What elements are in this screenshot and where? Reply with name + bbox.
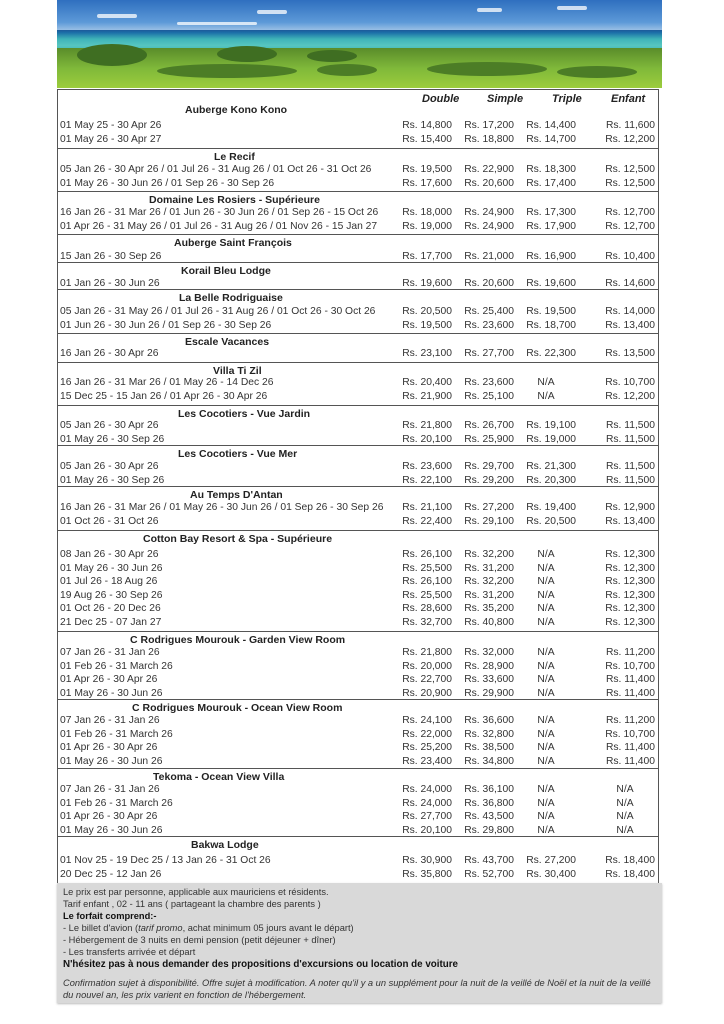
period: 15 Dec 25 - 15 Jan 26 / 01 Apr 26 - 30 Apr 26: [60, 390, 268, 402]
bush: [427, 62, 547, 76]
price-enfant: Rs. 11,400: [605, 687, 655, 699]
price-simple: Rs. 36,600: [464, 715, 514, 726]
cloud: [557, 6, 587, 10]
price-triple: N/A: [537, 811, 555, 823]
price-enfant: Rs. 12,200: [605, 133, 655, 145]
price-double: Rs. 19,600: [402, 278, 452, 289]
rate-row: [58, 868, 658, 882]
price-enfant: Rs. 11,500: [605, 474, 655, 486]
hotel-name: Les Cocotiers - Vue Jardin: [178, 408, 311, 420]
rate-row: [58, 783, 658, 797]
rate-row: [58, 319, 658, 333]
period: 01 Feb 26 - 31 March 26: [60, 797, 173, 809]
price-simple: Rs. 40,800: [464, 617, 514, 628]
rate-row: [58, 810, 658, 824]
price-enfant: Rs. 10,400: [605, 251, 655, 262]
price-simple: Rs. 21,000: [464, 251, 514, 262]
price-double: Rs. 25,500: [402, 562, 452, 574]
period: 01 Apr 26 - 30 Apr 26: [60, 811, 158, 823]
price-simple: Rs. 24,900: [464, 220, 514, 232]
price-double: Rs. 25,500: [402, 589, 452, 601]
price-double: Rs. 24,000: [402, 784, 452, 795]
price-triple: Rs. 27,200: [526, 855, 576, 866]
price-simple: Rs. 52,700: [464, 868, 514, 880]
price-double: Rs. 23,600: [402, 461, 452, 472]
price-simple: Rs. 29,100: [464, 515, 514, 527]
hotel-section: [58, 405, 658, 445]
price-double: Rs. 19,000: [402, 220, 452, 232]
cloud: [477, 8, 502, 12]
price-simple: Rs. 28,900: [464, 660, 514, 672]
rate-row: [58, 797, 658, 811]
hotel-name: Les Cocotiers - Vue Mer: [178, 448, 298, 460]
price-simple: Rs. 34,800: [464, 755, 514, 767]
period: 07 Jan 26 - 31 Jan 26: [60, 715, 160, 726]
price-double: Rs. 35,800: [402, 868, 452, 880]
hotel-name: Tekoma - Ocean View Villa: [153, 771, 285, 783]
price-simple: Rs. 20,600: [464, 278, 514, 289]
price-double: Rs. 27,700: [402, 811, 452, 823]
period: 01 Nov 25 - 19 Dec 25 / 13 Jan 26 - 31 Oct 26: [60, 855, 271, 866]
price-triple: Rs. 19,500: [526, 306, 576, 317]
rate-row: [58, 562, 658, 576]
price-enfant: Rs. 11,400: [605, 755, 655, 767]
price-triple: Rs. 18,700: [526, 319, 576, 331]
price-triple: Rs. 19,400: [526, 502, 576, 513]
price-triple: Rs. 17,400: [526, 177, 576, 189]
sky: [57, 0, 662, 32]
period: 16 Jan 26 - 30 Apr 26: [60, 348, 159, 359]
price-simple: Rs. 36,800: [464, 797, 514, 809]
price-triple: N/A: [537, 824, 555, 836]
rate-row: [58, 646, 658, 660]
rate-row: [58, 220, 658, 234]
period: 16 Jan 26 - 31 Mar 26 / 01 May 26 - 30 Jun 26 / 01 Sep 26 - 30 Sep 26: [60, 502, 384, 513]
price-simple: Rs. 25,400: [464, 306, 514, 317]
text: tarif promo: [138, 923, 183, 933]
cloud: [177, 22, 257, 25]
price-double: Rs. 19,500: [402, 319, 452, 331]
price-enfant: Rs. 14,000: [605, 306, 655, 317]
price-triple: N/A: [537, 687, 555, 699]
price-double: Rs. 22,400: [402, 515, 452, 527]
price-triple: Rs. 19,100: [526, 420, 576, 431]
rate-row: [58, 589, 658, 603]
rate-row: [58, 728, 658, 742]
price-simple: Rs. 27,700: [464, 348, 514, 359]
price-simple: Rs. 32,800: [464, 728, 514, 740]
period: 07 Jan 26 - 31 Jan 26: [60, 784, 160, 795]
price-enfant: Rs. 10,700: [605, 660, 655, 672]
bush: [217, 46, 277, 62]
price-triple: N/A: [537, 647, 555, 658]
price-double: Rs. 14,800: [402, 120, 452, 131]
hotel-section: [58, 836, 658, 880]
price-triple: N/A: [537, 784, 555, 795]
price-triple: Rs. 19,600: [526, 278, 576, 289]
price-enfant: Rs. 13,400: [605, 515, 655, 527]
period: 16 Jan 26 - 31 Mar 26 / 01 Jun 26 - 30 Jun 26 / 01 Sep 26 - 15 Oct 26: [60, 207, 379, 218]
rate-row: [58, 741, 658, 755]
price-double: Rs. 20,000: [402, 660, 452, 672]
rate-row: [58, 854, 658, 868]
price-double: Rs. 20,900: [402, 687, 452, 699]
period: 15 Jan 26 - 30 Sep 26: [60, 251, 162, 262]
price-triple: N/A: [537, 549, 555, 560]
bush: [157, 64, 297, 78]
price-simple: Rs. 33,600: [464, 674, 514, 686]
period: 01 Apr 26 - 30 Apr 26: [60, 742, 158, 754]
period: 01 Apr 26 - 31 May 26 / 01 Jul 26 - 31 Aug 26 / 01 Nov 26 - 15 Jan 27: [60, 220, 378, 232]
price-double: Rs. 22,000: [402, 728, 452, 740]
price-enfant: Rs. 12,200: [605, 390, 655, 402]
price-triple: N/A: [537, 390, 555, 402]
price-double: Rs. 26,100: [402, 576, 452, 588]
period: 01 May 26 - 30 Sep 26: [60, 474, 165, 486]
price-triple: N/A: [537, 660, 555, 672]
price-triple: N/A: [537, 715, 555, 726]
price-double: Rs. 15,400: [402, 133, 452, 145]
rate-row: [58, 390, 658, 404]
bush: [77, 44, 147, 66]
price-simple: Rs. 23,600: [464, 377, 514, 388]
price-double: Rs. 26,100: [402, 549, 452, 560]
hotel-section: [58, 262, 658, 289]
price-double: Rs. 21,800: [402, 420, 452, 431]
notes-package-flight: [63, 923, 354, 933]
hotel-name: Au Temps D'Antan: [190, 489, 283, 501]
hotel-section: [58, 234, 658, 262]
rate-row: [58, 460, 658, 474]
column-header-double: Double: [422, 93, 460, 105]
price-enfant: Rs. 12,700: [605, 220, 655, 232]
period: 01 May 26 - 30 Jun 26: [60, 562, 163, 574]
price-simple: Rs. 38,500: [464, 742, 514, 754]
price-double: Rs. 20,100: [402, 824, 452, 836]
price-simple: Rs. 18,800: [464, 133, 514, 145]
price-simple: Rs. 31,200: [464, 562, 514, 574]
price-triple: N/A: [537, 377, 555, 388]
period: 05 Jan 26 - 30 Apr 26 / 01 Jul 26 - 31 Aug 26 / 01 Oct 26 - 31 Oct 26: [60, 164, 372, 175]
price-simple: Rs. 31,200: [464, 589, 514, 601]
hotel-name: Bakwa Lodge: [191, 839, 259, 851]
price-enfant: Rs. 11,500: [605, 461, 655, 472]
hotel-name: Escale Vacances: [185, 336, 270, 348]
period: 01 Oct 26 - 31 Oct 26: [60, 515, 159, 527]
price-double: Rs. 24,000: [402, 797, 452, 809]
period: 01 Feb 26 - 31 March 26: [60, 728, 173, 740]
price-table: [57, 89, 659, 884]
cloud: [257, 10, 287, 14]
price-double: Rs. 20,400: [402, 377, 452, 388]
rate-row: [58, 163, 658, 177]
cloud: [97, 14, 137, 18]
notes-package-transfers: - Les transferts arrivée et départ: [63, 947, 196, 957]
price-simple: Rs. 29,800: [464, 824, 514, 836]
rate-row: [58, 501, 658, 515]
price-triple: Rs. 19,000: [526, 433, 576, 445]
price-enfant: Rs. 12,300: [605, 562, 655, 574]
price-double: Rs. 30,900: [402, 855, 452, 866]
price-simple: Rs. 36,100: [464, 784, 514, 795]
hotel-section: [58, 445, 658, 486]
price-simple: Rs. 43,500: [464, 811, 514, 823]
hotel-section: [58, 362, 658, 402]
price-triple: Rs. 14,400: [526, 120, 576, 131]
hotel-name: Auberge Saint François: [174, 237, 292, 249]
price-triple: N/A: [537, 728, 555, 740]
hotel-name: Cotton Bay Resort & Spa - Supérieure: [143, 533, 333, 545]
price-triple: N/A: [537, 589, 555, 601]
period: 16 Jan 26 - 31 Mar 26 / 01 May 26 - 14 Dec 26: [60, 377, 274, 388]
price-double: Rs. 19,500: [402, 164, 452, 175]
price-enfant: Rs. 13,400: [605, 319, 655, 331]
price-double: Rs. 22,100: [402, 474, 452, 486]
price-double: Rs. 20,500: [402, 306, 452, 317]
rate-row: [58, 548, 658, 562]
hotel-name: Domaine Les Rosiers - Supérieure: [149, 194, 320, 206]
hotel-name: Le Recif: [214, 151, 255, 163]
price-simple: Rs. 32,000: [464, 647, 514, 658]
price-enfant: Rs. 11,400: [605, 674, 655, 686]
period: 01 Oct 26 - 20 Dec 26: [60, 603, 161, 615]
price-triple: N/A: [537, 562, 555, 574]
column-header-simple: Simple: [487, 93, 524, 105]
price-simple: Rs. 25,100: [464, 390, 514, 402]
price-enfant: Rs. 18,400: [605, 855, 655, 866]
price-triple: Rs. 30,400: [526, 868, 576, 880]
bush: [317, 64, 377, 76]
price-enfant: Rs. 11,200: [605, 715, 655, 726]
period: 01 Jul 26 - 18 Aug 26: [60, 576, 158, 588]
rate-row: [58, 660, 658, 674]
period: 01 May 26 - 30 Jun 26: [60, 824, 163, 836]
hotel-name: La Belle Rodriguaise: [179, 292, 283, 304]
rate-row: [58, 673, 658, 687]
price-double: Rs. 21,100: [402, 502, 452, 513]
price-enfant: Rs. 12,300: [605, 589, 655, 601]
price-simple: Rs. 29,200: [464, 474, 514, 486]
hotel-name: C Rodrigues Mourouk - Garden View Room: [130, 634, 346, 646]
period: 19 Aug 26 - 30 Sep 26: [60, 589, 163, 601]
price-double: Rs. 21,900: [402, 390, 452, 402]
price-triple: N/A: [537, 755, 555, 767]
bush: [307, 50, 357, 62]
price-simple: Rs. 24,900: [464, 207, 514, 218]
price-enfant: Rs. 10,700: [605, 377, 655, 388]
column-header-enfant: Enfant: [611, 93, 646, 105]
price-triple: Rs. 14,700: [526, 133, 576, 145]
price-enfant: Rs. 12,300: [605, 549, 655, 560]
rate-row: [58, 575, 658, 589]
hotel-section: [58, 289, 658, 331]
price-simple: Rs. 20,600: [464, 177, 514, 189]
period: 01 Apr 26 - 30 Apr 26: [60, 674, 158, 686]
price-enfant: N/A: [616, 811, 634, 823]
hotel-name: Auberge Kono Kono: [185, 104, 288, 116]
rate-row: [58, 515, 658, 529]
period: 01 May 26 - 30 Jun 26 / 01 Sep 26 - 30 Sep 26: [60, 177, 275, 189]
period: 08 Jan 26 - 30 Apr 26: [60, 549, 159, 560]
price-enfant: Rs. 11,200: [605, 647, 655, 658]
price-simple: Rs. 32,200: [464, 549, 514, 560]
hotel-section: [58, 148, 658, 189]
price-triple: Rs. 17,300: [526, 207, 576, 218]
price-simple: Rs. 35,200: [464, 603, 514, 615]
notes-disclaimer-line1: Confirmation sujet à disponibilité. Offre sujet à modification. A noter qu'il y a un supplément pour la nuit de la veillé de Noël et la nuit de la veillé: [63, 978, 651, 988]
price-enfant: Rs. 11,500: [605, 420, 655, 431]
rate-row: [58, 206, 658, 220]
price-double: Rs. 22,700: [402, 674, 452, 686]
price-triple: N/A: [537, 674, 555, 686]
price-double: Rs. 24,100: [402, 715, 452, 726]
price-triple: N/A: [537, 797, 555, 809]
text: , achat minimum 05 jours avant le départ): [182, 923, 354, 933]
period: 01 May 26 - 30 Jun 26: [60, 687, 163, 699]
hotel-name: Villa Ti Zil: [213, 365, 262, 377]
price-enfant: Rs. 12,300: [605, 603, 655, 615]
price-triple: N/A: [537, 576, 555, 588]
price-triple: Rs. 17,900: [526, 220, 576, 232]
notes-cta: N'hésitez pas à nous demander des propositions d'excursions ou location de voiture: [63, 959, 458, 970]
hotel-section: [58, 699, 658, 767]
rate-row: [58, 133, 658, 147]
period: 01 May 26 - 30 Sep 26: [60, 433, 165, 445]
rate-row: [58, 305, 658, 319]
rate-row: [58, 347, 658, 361]
hotel-section: [58, 768, 658, 836]
price-double: Rs. 23,100: [402, 348, 452, 359]
text: - Le billet d'avion (: [63, 923, 139, 933]
price-simple: Rs. 43,700: [464, 855, 514, 866]
period: 01 Feb 26 - 31 March 26: [60, 660, 173, 672]
notes-child-rate: Tarif enfant , 02 - 11 ans ( partageant la chambre des parents ): [63, 899, 321, 909]
price-enfant: Rs. 12,700: [605, 207, 655, 218]
price-simple: Rs. 25,900: [464, 433, 514, 445]
rate-row: [58, 755, 658, 769]
period: 05 Jan 26 - 30 Apr 26: [60, 420, 159, 431]
bush: [557, 66, 637, 78]
notes-package-title: Le forfait comprend:-: [63, 911, 157, 921]
notes-price-info: Le prix est par personne, applicable aux mauriciens et résidents.: [63, 887, 329, 897]
period: 07 Jan 26 - 31 Jan 26: [60, 647, 160, 658]
hotel-section: [58, 333, 658, 359]
price-double: Rs. 17,600: [402, 177, 452, 189]
hotel-section: [58, 631, 658, 699]
period: 01 Jun 26 - 30 Jun 26 / 01 Sep 26 - 30 Sep 26: [60, 319, 272, 331]
hotel-name: Korail Bleu Lodge: [181, 265, 271, 277]
price-triple: Rs. 16,900: [526, 251, 576, 262]
rate-row: [58, 119, 658, 133]
price-enfant: Rs. 11,500: [605, 433, 655, 445]
price-simple: Rs. 17,200: [464, 120, 514, 131]
rate-row: [58, 419, 658, 433]
column-header-triple: Triple: [552, 93, 582, 105]
period: 05 Jan 26 - 30 Apr 26: [60, 461, 159, 472]
price-simple: Rs. 29,900: [464, 687, 514, 699]
price-double: Rs. 18,000: [402, 207, 452, 218]
price-enfant: Rs. 12,500: [605, 177, 655, 189]
price-triple: Rs. 20,500: [526, 515, 576, 527]
price-enfant: Rs. 11,600: [605, 120, 655, 131]
price-enfant: Rs. 12,900: [605, 502, 655, 513]
price-triple: N/A: [537, 617, 555, 628]
period: 01 May 26 - 30 Jun 26: [60, 755, 163, 767]
rate-row: [58, 376, 658, 390]
price-enfant: Rs. 10,700: [605, 728, 655, 740]
price-double: Rs. 25,200: [402, 742, 452, 754]
price-enfant: Rs. 18,400: [605, 868, 655, 880]
price-simple: Rs. 23,600: [464, 319, 514, 331]
period: 01 Jan 26 - 30 Jun 26: [60, 278, 160, 289]
price-simple: Rs. 27,200: [464, 502, 514, 513]
hotel-section: [58, 530, 658, 628]
rate-row: [58, 616, 658, 630]
price-simple: Rs. 22,900: [464, 164, 514, 175]
price-enfant: Rs. 11,400: [605, 742, 655, 754]
hotel-name: C Rodrigues Mourouk - Ocean View Room: [132, 702, 343, 714]
rate-row: [58, 714, 658, 728]
period: 20 Dec 25 - 12 Jan 26: [60, 868, 162, 880]
price-triple: Rs. 20,300: [526, 474, 576, 486]
price-enfant: N/A: [616, 797, 634, 809]
period: 01 May 26 - 30 Apr 27: [60, 133, 162, 145]
price-triple: N/A: [537, 603, 555, 615]
rate-row: [58, 602, 658, 616]
price-enfant: Rs. 14,600: [605, 278, 655, 289]
price-double: Rs. 17,700: [402, 251, 452, 262]
price-double: Rs. 28,600: [402, 603, 452, 615]
price-triple: Rs. 21,300: [526, 461, 576, 472]
price-triple: Rs. 22,300: [526, 348, 576, 359]
period: 21 Dec 25 - 07 Jan 27: [60, 617, 162, 628]
price-enfant: N/A: [616, 824, 634, 836]
price-triple: Rs. 18,300: [526, 164, 576, 175]
price-simple: Rs. 26,700: [464, 420, 514, 431]
notes-box: [57, 883, 662, 1003]
rate-row: [58, 177, 658, 191]
price-double: Rs. 23,400: [402, 755, 452, 767]
price-enfant: Rs. 13,500: [605, 348, 655, 359]
notes-package-hotel: - Hébergement de 3 nuits en demi pension (petit déjeuner + dîner): [63, 935, 336, 945]
price-simple: Rs. 32,200: [464, 576, 514, 588]
period: 01 May 25 - 30 Apr 26: [60, 120, 162, 131]
price-triple: N/A: [537, 742, 555, 754]
price-enfant: Rs. 12,300: [605, 617, 655, 628]
hotel-section: [58, 191, 658, 232]
price-double: Rs. 20,100: [402, 433, 452, 445]
notes-disclaimer-line2: du nouvel an, les prix varient en fonction de l'hébergement.: [63, 990, 307, 1000]
period: 05 Jan 26 - 31 May 26 / 01 Jul 26 - 31 Aug 26 / 01 Oct 26 - 30 Oct 26: [60, 306, 376, 317]
header-landscape-image: [57, 0, 662, 88]
hotel-section: [58, 486, 658, 527]
price-double: Rs. 32,700: [402, 617, 452, 628]
price-simple: Rs. 29,700: [464, 461, 514, 472]
price-double: Rs. 21,800: [402, 647, 452, 658]
price-enfant: Rs. 12,500: [605, 164, 655, 175]
price-enfant: Rs. 12,300: [605, 576, 655, 588]
price-enfant: N/A: [616, 784, 634, 795]
